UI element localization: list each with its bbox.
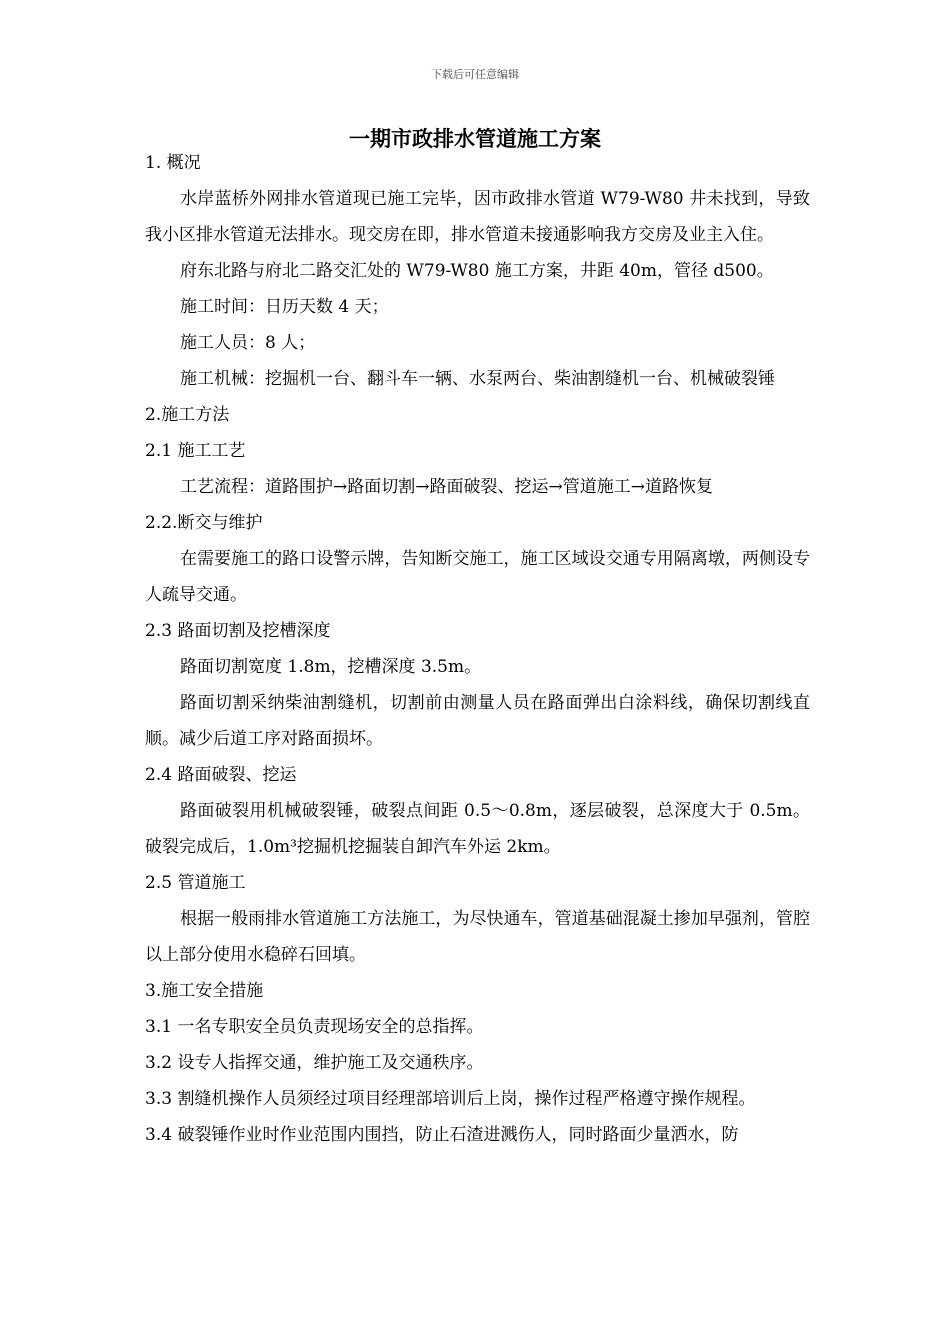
safety-item: 3.4 破裂锤作业时作业范围内围挡，防止石渣进溅伤人，同时路面少量洒水，防 <box>145 1125 739 1145</box>
subsection-heading: 2.3 路面切割及挖槽深度 <box>145 621 331 641</box>
document-body <box>145 145 810 1153</box>
safety-item: 3.3 割缝机操作人员须经过项目经理部培训后上岗，操作过程严格遵守操作规程。 <box>145 1089 756 1109</box>
paragraph: 施工人员：8 人； <box>180 333 316 353</box>
safety-item: 3.2 设专人指挥交通，维护施工及交通秩序。 <box>145 1053 484 1073</box>
subsection-heading: 2.5 管道施工 <box>145 873 246 893</box>
paragraph: 路面切割宽度 1.8m，挖槽深度 3.5m。 <box>180 657 482 677</box>
paragraph: 在需要施工的路口设警示牌，告知断交施工，施工区域设交通专用隔离墩，两侧设专人疏导交通。 <box>145 549 810 605</box>
document-title: 一期市政排水管道施工方案 <box>349 127 601 151</box>
header-note: 下载后可任意编辑 <box>431 68 519 81</box>
paragraph: 根据一般雨排水管道施工方法施工，为尽快通车，管道基础混凝土掺加早强剂，管腔以上部分使用水稳碎石回填。 <box>145 909 810 965</box>
subsection-heading: 2.4 路面破裂、挖运 <box>145 765 297 785</box>
paragraph: 工艺流程：道路围护→路面切割→路面破裂、挖运→管道施工→道路恢复 <box>180 477 713 497</box>
safety-item: 3.1 一名专职安全员负责现场安全的总指挥。 <box>145 1017 484 1037</box>
section-heading-method: 2.施工方法 <box>145 405 230 425</box>
section-heading-safety: 3.施工安全措施 <box>145 981 264 1001</box>
paragraph: 水岸蓝桥外网排水管道现已施工完毕，因市政排水管道 W79-W80 井未找到，导致我小区排水管道无法排水。现交房在即，排水管道未接通影响我方交房及业主入住。 <box>145 189 810 245</box>
paragraph: 施工机械：挖掘机一台、翻斗车一辆、水泵两台、柴油割缝机一台、机械破裂锤 <box>180 369 775 389</box>
paragraph: 路面切割采纳柴油割缝机，切割前由测量人员在路面弹出白涂料线，确保切割线直顺。减少后道工序对路面损坏。 <box>145 693 810 749</box>
paragraph: 施工时间：日历天数 4 天； <box>180 297 389 317</box>
paragraph: 府东北路与府北二路交汇处的 W79-W80 施工方案，井距 40m，管径 d500。 <box>180 261 774 281</box>
section-heading-overview: 1. 概况 <box>145 153 201 173</box>
subsection-heading: 2.1 施工工艺 <box>145 441 246 461</box>
paragraph: 路面破裂用机械破裂锤，破裂点间距 0.5～0.8m，逐层破裂，总深度大于 0.5m。破裂完成后，1.0m³挖掘机挖掘装自卸汽车外运 2km。 <box>145 801 810 857</box>
subsection-heading: 2.2.断交与维护 <box>145 513 263 533</box>
